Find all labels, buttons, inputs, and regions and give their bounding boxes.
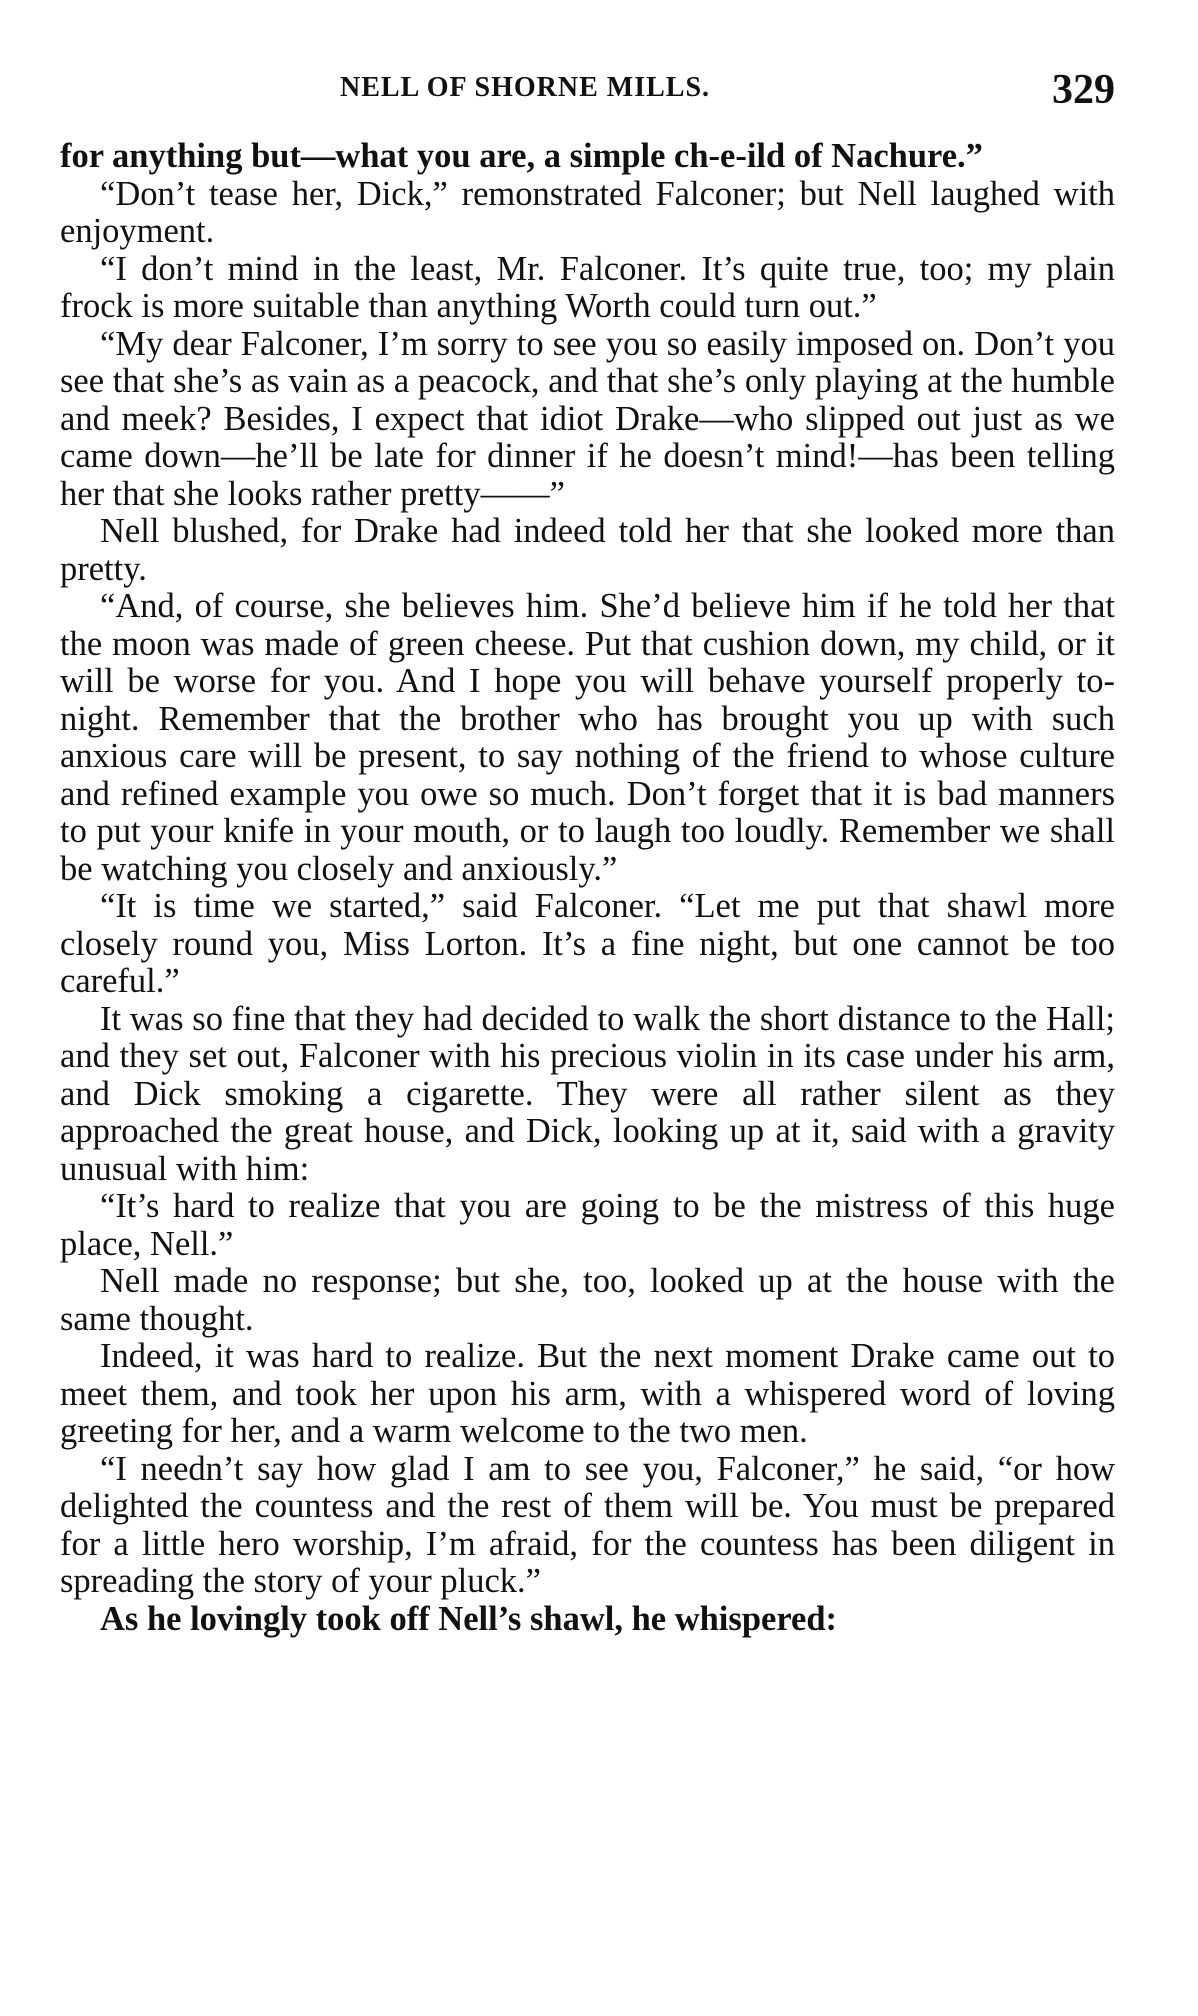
paragraph-2: “Don’t tease her, Dick,” remonstrated Falconer; but Nell laughed with enjoyment. [60, 174, 1115, 250]
paragraph-8: It was so fine that they had decided to walk the short distance to the Hall; and they set out, Falconer with his precious violin in its case under his arm, and Dick smoking a cigarette. They were all rather silent as they approached the great house, and Dick, looking up at it, said with a gravity unusual with him: [60, 999, 1115, 1188]
paragraph-7: “It is time we started,” said Falconer. “Let me put that shawl more closely round you, Miss Lorton. It’s a fine night, but one cannot be too careful.” [60, 887, 1115, 1000]
paragraph-13: As he lovingly took off Nell’s shawl, he whispered: [100, 1599, 837, 1638]
paragraph-1: for anything but—what you are, a simple ch-e-ild of Nachure.” [60, 137, 983, 175]
paragraph-12: “I needn’t say how glad I am to see you, Falconer,” he said, “or how delighted the countess and the rest of them will be. You must be prepared for a little hero worship, I’m afraid, for the countess has been diligent in spreading the story of your pluck.” [60, 1449, 1115, 1600]
running-title: NELL OF SHORNE MILLS. [340, 72, 711, 103]
page-number: 329 [1052, 67, 1115, 113]
paragraph-6: “And, of course, she believes him. She’d believe him if he told her that the moon was made of green cheese. Put that cushion down, my child, or it will be worse for you. And I hope you will behave yourself properly to-night. Remember that the brother who has brought you up with such anxious care will be present, to say nothing of the friend to whose culture and refined example you owe so much. Don’t forget that it is bad manners to put your knife in your mouth, or to laugh too loudly. Remember we shall be watching you closely and anxiously.” [60, 587, 1115, 888]
paragraph-4: “My dear Falconer, I’m sorry to see you so easily imposed on. Don’t you see that she’s as vain as a peacock, and that she’s only playing at the humble and meek? Besides, I expect that idiot Drake—who slipped out just as we came down—he’ll be late for dinner if he doesn’t mind!—has been telling her that she looks rather pretty——” [60, 324, 1115, 513]
running-head [60, 68, 1115, 120]
paragraph-9: “It’s hard to realize that you are going to be the mistress of this huge place, Nell.” [60, 1187, 1115, 1263]
paragraph-5: Nell blushed, for Drake had indeed told her that she looked more than pretty. [60, 512, 1115, 588]
book-page [60, 68, 1115, 1968]
paragraph-11: Indeed, it was hard to realize. But the next moment Drake came out to meet them, and took her upon his arm, with a whispered word of loving greeting for her, and a warm welcome to the two men. [60, 1337, 1115, 1450]
paragraph-10: Nell made no response; but she, too, looked up at the house with the same thought. [60, 1262, 1115, 1338]
paragraph-3: “I don’t mind in the least, Mr. Falconer. It’s quite true, too; my plain frock is more suitable than anything Worth could turn out.” [60, 249, 1115, 325]
